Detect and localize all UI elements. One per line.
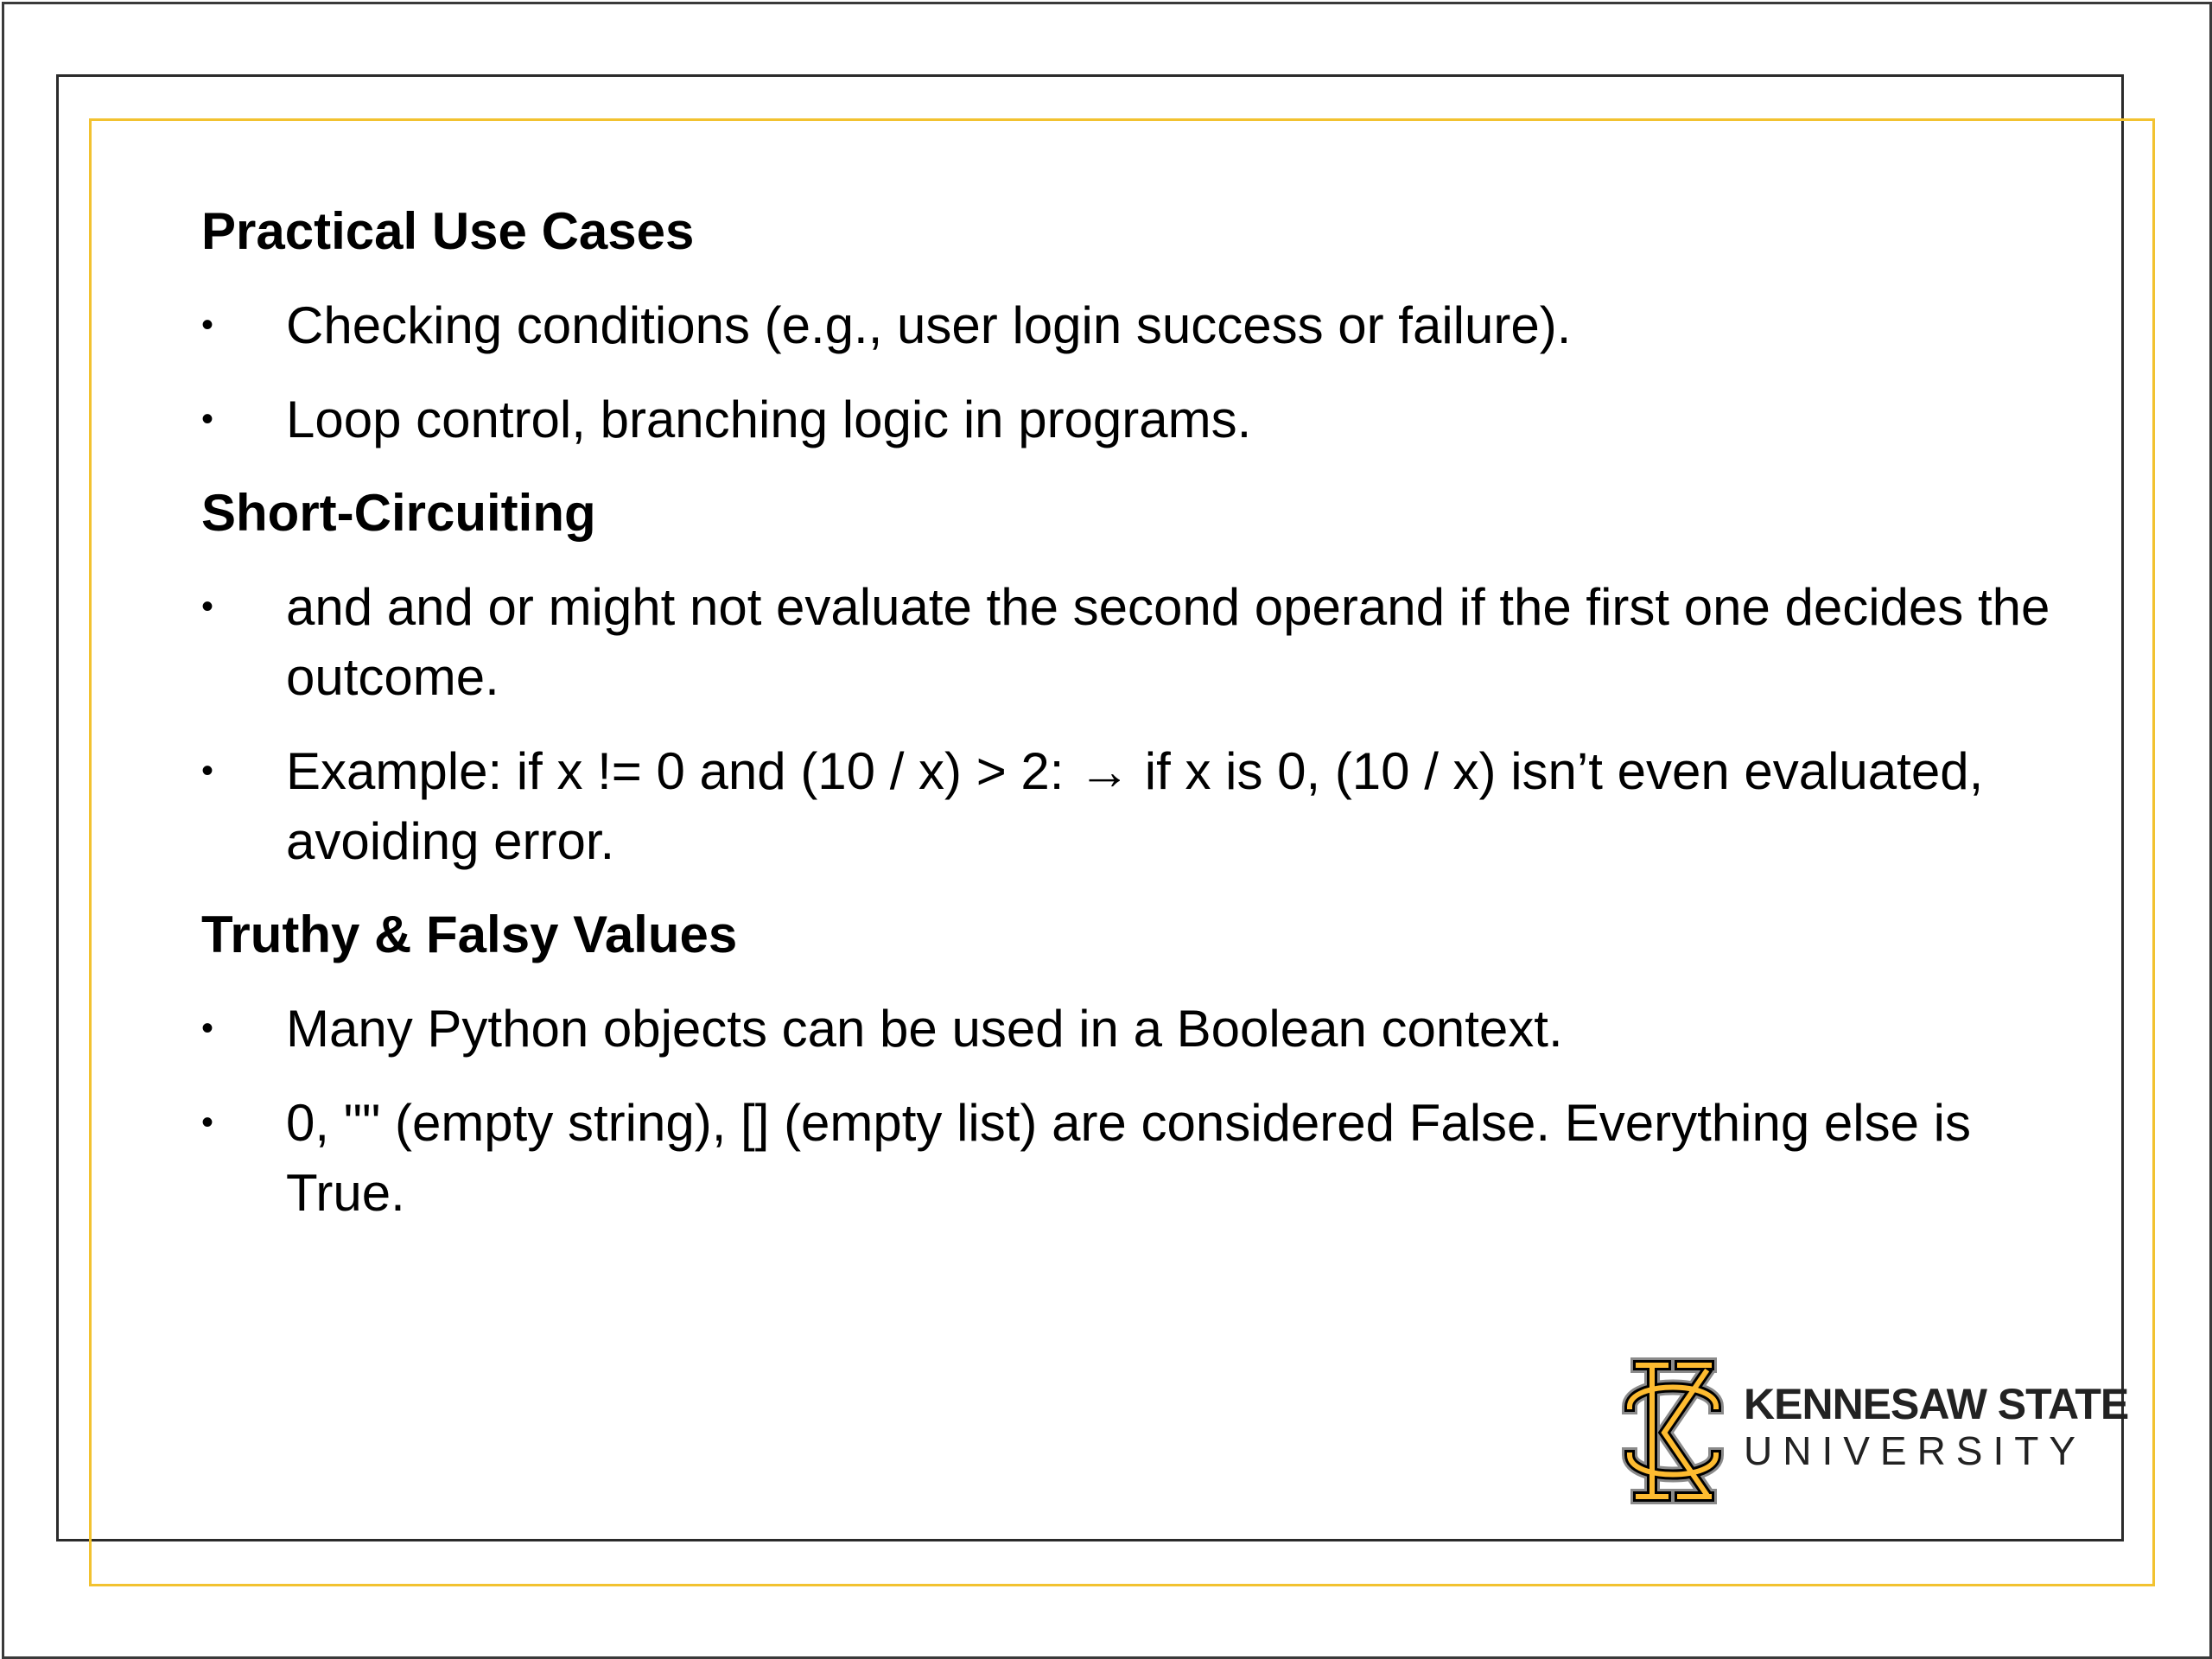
- bullet-item: [201, 994, 2059, 1064]
- section-practical-use-cases: [201, 197, 2059, 454]
- bullet-icon: •: [201, 400, 214, 438]
- kennesaw-state-logo: [1612, 1355, 2129, 1507]
- bullet-text: and and or might not evaluate the second operand if the first one decides the outcome.: [286, 578, 2050, 706]
- section-heading: Truthy & Falsy Values: [201, 906, 738, 963]
- bullet-icon: •: [201, 588, 214, 626]
- section-truthy-falsy: [201, 900, 2059, 1228]
- section-heading: Practical Use Cases: [201, 202, 695, 260]
- bullet-item: [201, 385, 2059, 454]
- logo-title: KENNESAW STATE: [1744, 1380, 2129, 1428]
- bullet-item: [201, 290, 2059, 360]
- section-heading: Short-Circuiting: [201, 484, 596, 542]
- section-short-circuiting: [201, 479, 2059, 876]
- bullet-icon: •: [201, 1103, 214, 1141]
- bullet-icon: •: [201, 1009, 214, 1047]
- bullet-item: [201, 1088, 2059, 1228]
- bullet-text: Many Python objects can be used in a Boolean context.: [286, 1000, 1563, 1058]
- bullet-item: [201, 572, 2059, 712]
- bullet-icon: •: [201, 752, 214, 790]
- bullet-list: [201, 572, 2059, 876]
- bullet-icon: •: [201, 306, 214, 344]
- ks-monogram-icon: [1612, 1355, 1733, 1507]
- bullet-list: [201, 994, 2059, 1228]
- bullet-text: Loop control, branching logic in programs.: [286, 391, 1252, 448]
- bullet-text: 0, "" (empty string), [] (empty list) are considered False. Everything else is True.: [286, 1094, 1971, 1222]
- slide-content: [201, 197, 2059, 1252]
- bullet-text: Checking conditions (e.g., user login success or failure).: [286, 296, 1572, 354]
- logo-subtitle: UNIVERSITY: [1744, 1428, 2087, 1473]
- bullet-item: [201, 736, 2059, 876]
- bullet-text: Example: if x != 0 and (10 / x) > 2: → if x is 0, (10 / x) isn’t even evaluated, avoiding error.: [286, 742, 1984, 870]
- bullet-list: [201, 290, 2059, 454]
